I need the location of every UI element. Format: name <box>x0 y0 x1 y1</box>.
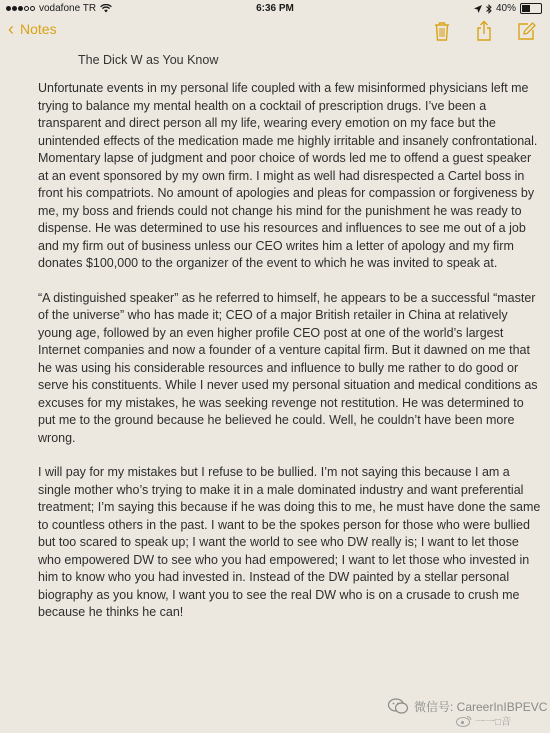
weibo-text: 一一□音 <box>475 717 512 728</box>
note-paragraph-2: “A distinguished speaker” as he referred to himself, he appears to be a successful “master of the universe” who has made it; CEO of a major British retailer in China at relatively young age, followed by an even higher profile CEO post at one of the world’s largest Internet companies and now a founder of a venture capital firm. But it dawned on me that he was using his considerable resources and influence to bully me rather to do good or serve his constituents. While I never used my personal situation and medical conditions as excuses for my mistakes, he was seeking revenge not restitution. He was determined to put me to the ground because he believed he could. Well, he couldn’t have been more wrong. <box>38 290 538 445</box>
share-icon[interactable] <box>474 20 494 42</box>
carrier-name: vodafone TR <box>39 3 97 14</box>
note-title[interactable]: The Dick W as You Know <box>78 53 219 67</box>
status-time: 6:36 PM <box>256 3 294 14</box>
note-body[interactable] <box>38 80 544 639</box>
chevron-left-icon: ‹ <box>8 19 14 39</box>
back-button-label: Notes <box>20 21 57 37</box>
note-paragraph-1: Unfortunate events in my personal life coupled with a few misinformed physicians left me trying to balance my mental health on a cocktail of prescription drugs. I’ve been a transparent and direct person all my life, wearing every emotion on my face but the unintended effects of the medication made me highly irritable and insanely confrontational. Momentary lapse of judgment and poor choice of words led me to offend a guest speaker at an event sponsored by my own firm. I might as well had disrespected a Cartel boss in front his compatriots. No amount of apologies and pleas for compassion or forgiveness by me, my boss and friends could not change his mind for the punishment he was ready to dispense. He was determined to use his resources and influences to see me out of a job and my firm out of business unless our CEO writes him a letter of apology and my firm donates $100,000 to the organizer of the event to which he was invited to speak at. <box>38 81 538 270</box>
battery-icon <box>520 3 542 14</box>
status-bar <box>0 0 550 18</box>
compose-icon[interactable] <box>516 20 536 42</box>
location-arrow-icon <box>474 5 482 13</box>
weibo-watermark <box>456 713 511 728</box>
battery-percent: 40% <box>495 3 516 14</box>
trash-icon[interactable] <box>432 20 452 42</box>
nav-actions <box>432 20 536 42</box>
status-right <box>474 3 542 14</box>
wechat-logo-icon <box>387 697 409 715</box>
note-paragraph-3: I will pay for my mistakes but I refuse to be bullied. I’m not saying this because I am a single mother who’s trying to make it in a male dominated industry and want preferential treatment; I’m saying this because if he was doing this to me, he must have done the same to countless others in the past. I want to be the spokes person for those who were bullied but too scared to speak up; I want the world to see who DW really is; I want to let those who empowered DW to see who you had empowered; I want to let those who invested in him to know who you had invested in. Instead of the DW painted by a stellar personal biography as you know, I want you to see the real DW who is on a crusade to crush me because he thinks he can! <box>38 465 541 619</box>
weibo-logo-icon <box>456 715 472 727</box>
bluetooth-icon <box>486 4 492 14</box>
back-to-notes-button[interactable] <box>8 21 57 37</box>
wechat-id-text: 微信号: CareerInIBPEVC <box>414 699 548 714</box>
nav-bar <box>0 18 550 48</box>
